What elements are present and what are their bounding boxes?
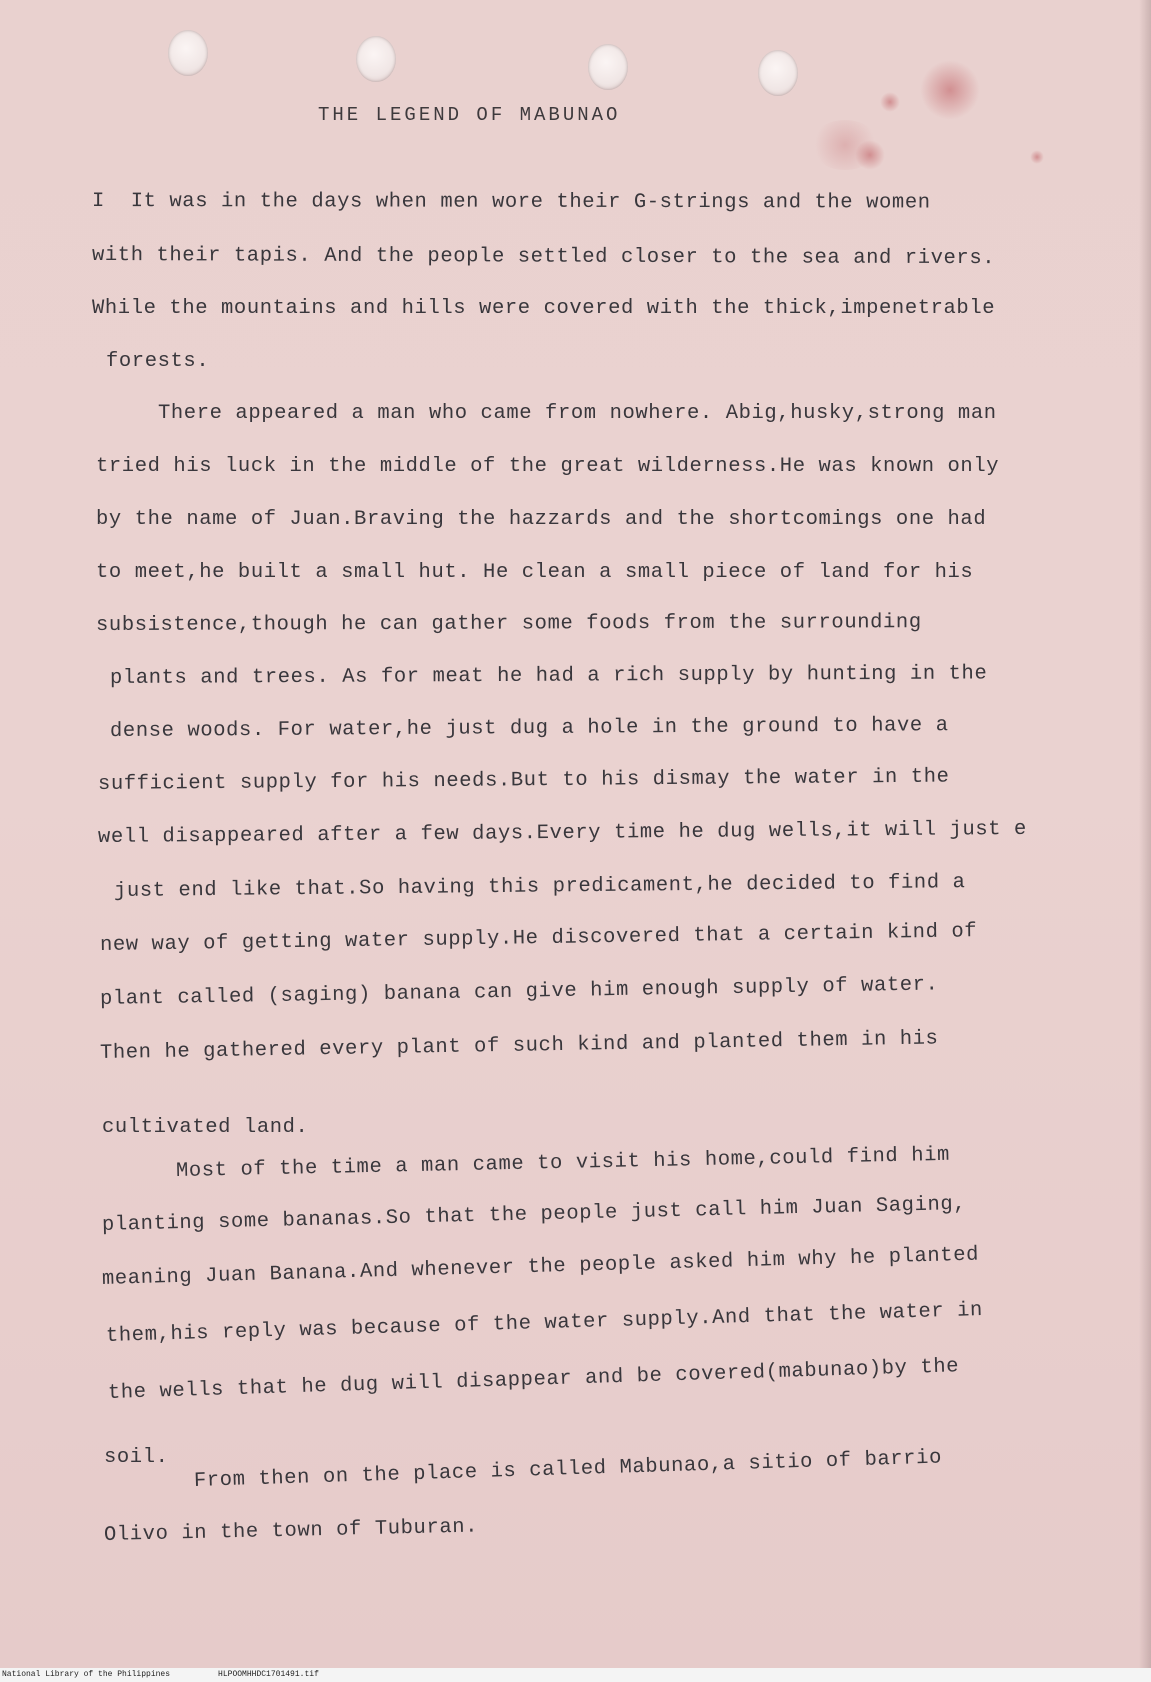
text-line: dense woods. For water,he just dug a hole in the ground to have a: [109, 714, 949, 743]
text-line: new way of getting water supply.He discovered that a certain kind of: [99, 920, 978, 957]
stain-mark: [810, 120, 880, 170]
library-credit: National Library of the Philippines: [2, 1670, 171, 1679]
text-line: Then he gathered every plant of such kind and planted them in his: [99, 1027, 939, 1065]
text-line: the wells that he dug will disappear and be covered(mabunao)by the: [107, 1355, 960, 1405]
text-line: soil.: [104, 1446, 169, 1469]
text-line: Olivo in the town of Tuburan.: [103, 1515, 479, 1547]
text-line: subsistence,though he can gather some foods from the surrounding: [95, 611, 922, 637]
text-line: well disappeared after a few days.Every time he dug wells,it will just e: [97, 817, 1028, 849]
text-line: with their tapis. And the people settled closer to the sea and rivers.: [91, 244, 996, 271]
text-line: planting some bananas.So that the people just call him Juan Saging,: [101, 1192, 967, 1237]
punch-hole: [758, 50, 798, 96]
text-line: by the name of Juan.Braving the hazzards and the shortcomings one had: [96, 508, 987, 531]
text-line: forests.: [106, 350, 210, 373]
text-line: While the mountains and hills were covered with the thick,impenetrable: [92, 297, 996, 320]
stain-mark: [920, 60, 980, 120]
text-line: Most of the time a man came to visit his home,could find him: [175, 1143, 951, 1183]
text-line: From then on the place is called Mabunao,a sitio of barrio: [193, 1446, 943, 1493]
text-line: meaning Juan Banana.And whenever the people asked him why he planted: [101, 1243, 980, 1291]
stain-mark: [1030, 150, 1044, 164]
document-title: THE LEGEND OF MABUNAO: [318, 104, 621, 126]
punch-hole: [356, 36, 396, 82]
text-line: to meet,he built a small hut. He clean a small piece of land for his: [96, 561, 974, 584]
text-line: plants and trees. As for meat he had a rich supply by hunting in the: [109, 662, 988, 690]
text-line: tried his luck in the middle of the great wilderness.He was known only: [96, 455, 1000, 478]
file-name: HLPOOMHHDC1701491.tif: [218, 1670, 319, 1679]
text-line: sufficient supply for his needs.But to his dismay the water in the: [97, 765, 950, 796]
text-line: plant called (saging) banana can give him enough supply of water.: [99, 973, 939, 1011]
text-line: There appeared a man who came from nowhere. Abig,husky,strong man: [158, 402, 997, 425]
punch-hole: [168, 30, 208, 76]
text-line: cultivated land.: [102, 1116, 309, 1139]
stain-mark: [880, 92, 900, 112]
archive-footer: [0, 1668, 1151, 1682]
text-line: just end like that.So having this predicament,he decided to find a: [113, 871, 966, 903]
punch-hole: [588, 44, 628, 90]
text-line: I It was in the days when men wore their G-strings and the women: [91, 190, 931, 215]
text-line: them,his reply was because of the water supply.And that the water in: [105, 1298, 984, 1348]
